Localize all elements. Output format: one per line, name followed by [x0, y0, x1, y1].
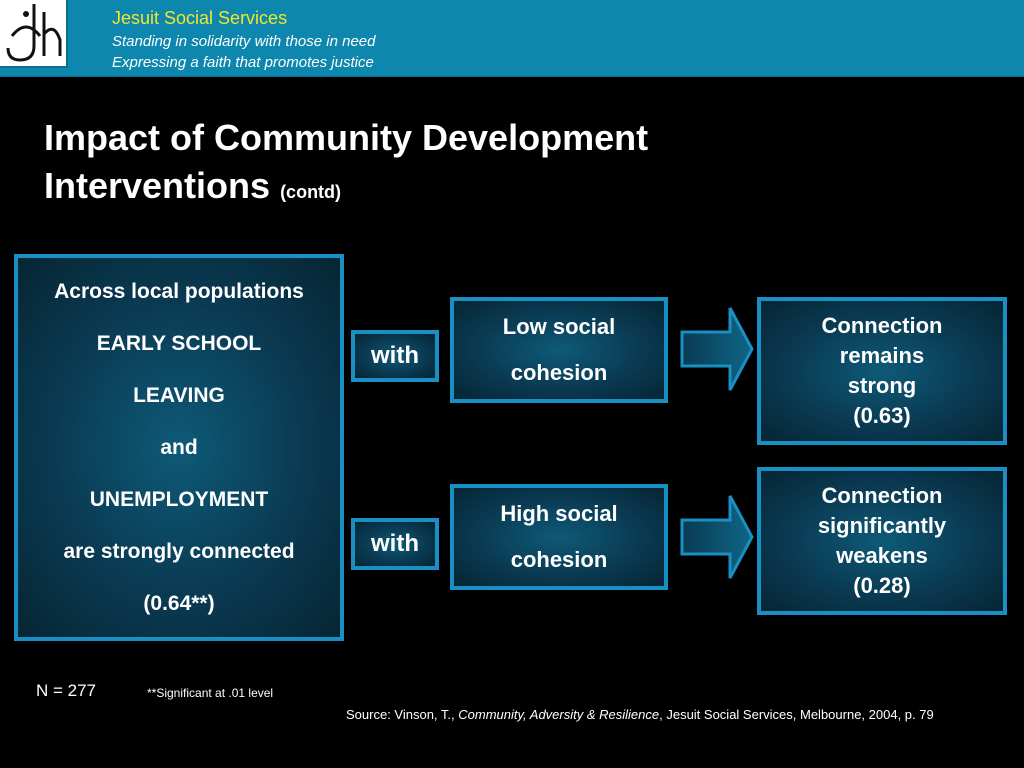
- slide-title-line-1: Impact of Community Development: [44, 117, 649, 158]
- result-2-line: Connection: [821, 483, 943, 508]
- significance-footnote: **Significant at .01 level: [147, 686, 274, 700]
- result-1-line: Connection: [821, 313, 943, 338]
- result-1-line: strong: [847, 373, 917, 398]
- slide-title-line-2-text: Interventions: [44, 165, 271, 206]
- result-1-line: remains: [839, 343, 925, 368]
- source-citation: [346, 707, 934, 722]
- low-social-cohesion-box: [450, 297, 668, 403]
- right-arrow-icon: [680, 494, 754, 580]
- result-2-line: weakens: [836, 543, 928, 568]
- with-label-low: with: [351, 330, 439, 382]
- org-name: Jesuit Social Services: [112, 8, 288, 28]
- left-box-line: and: [160, 436, 198, 459]
- source-suffix: , Jesuit Social Services, Melbourne, 2004, p. 79: [659, 707, 934, 722]
- source-prefix: Source: Vinson, T.,: [346, 707, 459, 722]
- left-box-line: (0.64**): [143, 592, 215, 615]
- low-cohesion-line-1: Low social: [502, 314, 616, 339]
- slide-title: [44, 114, 648, 216]
- source-title: Community, Adversity & Resilience: [458, 707, 660, 722]
- right-arrow-icon: [680, 306, 754, 392]
- result-remains-strong-box: [757, 297, 1007, 445]
- result-1-line: (0.63): [853, 403, 911, 428]
- tagline-solidarity: Standing in solidarity with those in need: [112, 33, 376, 50]
- population-connection-box: [14, 254, 344, 641]
- left-box-line: EARLY SCHOOL: [96, 332, 262, 355]
- jss-monogram-logo-icon: [0, 0, 68, 68]
- low-cohesion-line-2: cohesion: [510, 360, 608, 385]
- header-banner: [0, 0, 1024, 77]
- sample-size-label: N = 277: [36, 681, 97, 700]
- slide-title-line-2: [44, 162, 648, 216]
- tagline-justice: Expressing a faith that promotes justice: [112, 54, 374, 71]
- left-box-line: are strongly connected: [63, 540, 295, 563]
- result-2-line: significantly: [817, 513, 947, 538]
- high-cohesion-line-1: High social: [500, 501, 618, 526]
- left-box-line: UNEMPLOYMENT: [89, 488, 269, 511]
- left-box-line: Across local populations: [54, 280, 304, 303]
- high-social-cohesion-box: [450, 484, 668, 590]
- slide-title-suffix: (contd): [280, 182, 342, 202]
- left-box-line: LEAVING: [133, 384, 225, 407]
- result-2-line: (0.28): [853, 573, 911, 598]
- with-label-high: with: [351, 518, 439, 570]
- result-weakens-box: [757, 467, 1007, 615]
- high-cohesion-line-2: cohesion: [510, 547, 608, 572]
